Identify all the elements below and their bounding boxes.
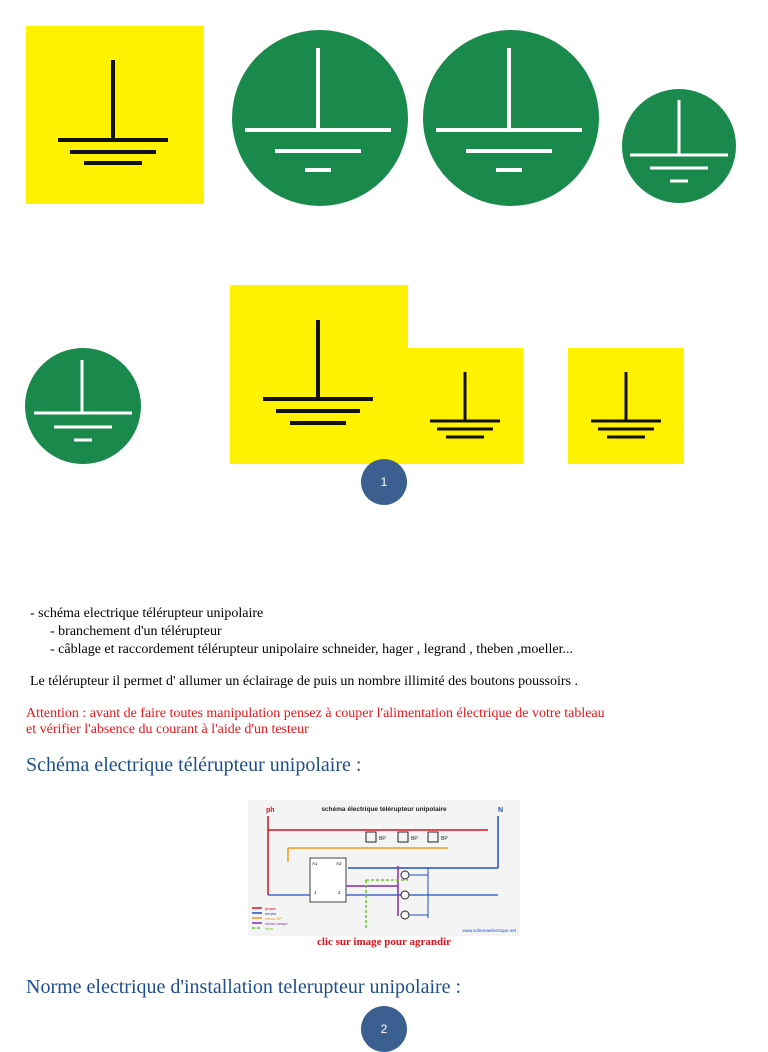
intro-line-3: - câblage et raccordement télérupteur unipolaire schneider, hager , legrand , theben ,moeller... (50, 642, 574, 657)
earth-symbol-green-circle-row2 (25, 348, 141, 464)
warning-text (26, 706, 756, 738)
page-number-badge-2 (361, 1006, 407, 1052)
page-number-label: 1 (380, 475, 388, 489)
a2-label: A2 (336, 861, 342, 866)
schema-title: schéma électrique télérupteur unipolaire (321, 806, 447, 813)
page-number-badge (361, 459, 407, 505)
schema-url: www.schemaelectrique.net (462, 928, 516, 933)
earth-symbols-graphic (0, 0, 768, 470)
legend-retour-lampe: retour lampe (265, 921, 288, 926)
intro-line-2: - branchement d'un télérupteur (50, 624, 222, 639)
legend-phase: phase (265, 906, 276, 911)
schema-n-label: N (498, 807, 504, 814)
schema-heading: Schéma electrique télérupteur unipolaire : (26, 754, 362, 776)
wiring-diagram (248, 800, 520, 936)
warning-line-1: Attention : avant de faire toutes manipulation pensez à couper l'alimentation électrique de votre tableau (26, 706, 605, 721)
norme-heading: Norme electrique d'installation telerupteur unipolaire : (26, 976, 462, 998)
earth-symbol-yellow-large (26, 26, 204, 204)
bp-label-1: BP (379, 836, 386, 842)
bp-label-2: BP (411, 836, 418, 842)
earth-symbol-yellow-large-row2 (230, 285, 408, 464)
earth-symbol-yellow-medium (408, 348, 523, 464)
a1-label: A1 (312, 861, 318, 866)
schema-ph-label: ph (266, 807, 275, 814)
description-paragraph: Le télérupteur il permet d' allumer un éclairage de puis un nombre illimité des boutons poussoirs . (30, 674, 578, 689)
t1-label: 1 (314, 890, 317, 895)
earth-symbol-green-circle-1 (232, 30, 408, 206)
legend-neutre: neutre (265, 911, 277, 916)
schema-image-link[interactable] (248, 800, 520, 936)
earth-symbol-green-circle-small (622, 89, 736, 203)
warning-line-2: et vérifier l'absence du courant à l'aide d'un testeur (26, 722, 309, 737)
legend-retour-bp: retour BP (265, 916, 282, 921)
schema-caption-link[interactable]: clic sur image pour agrandir (316, 936, 452, 948)
bp-label-3: BP (441, 836, 448, 842)
earth-symbol-green-circle-2 (423, 30, 599, 206)
legend-terre: terre (265, 926, 274, 931)
t2-label: 2 (338, 890, 341, 895)
page-number-label-2: 2 (380, 1022, 388, 1036)
intro-list (30, 605, 750, 659)
earth-symbol-yellow-small (568, 348, 684, 464)
intro-line-1: - schéma electrique télérupteur unipolaire (30, 606, 264, 621)
